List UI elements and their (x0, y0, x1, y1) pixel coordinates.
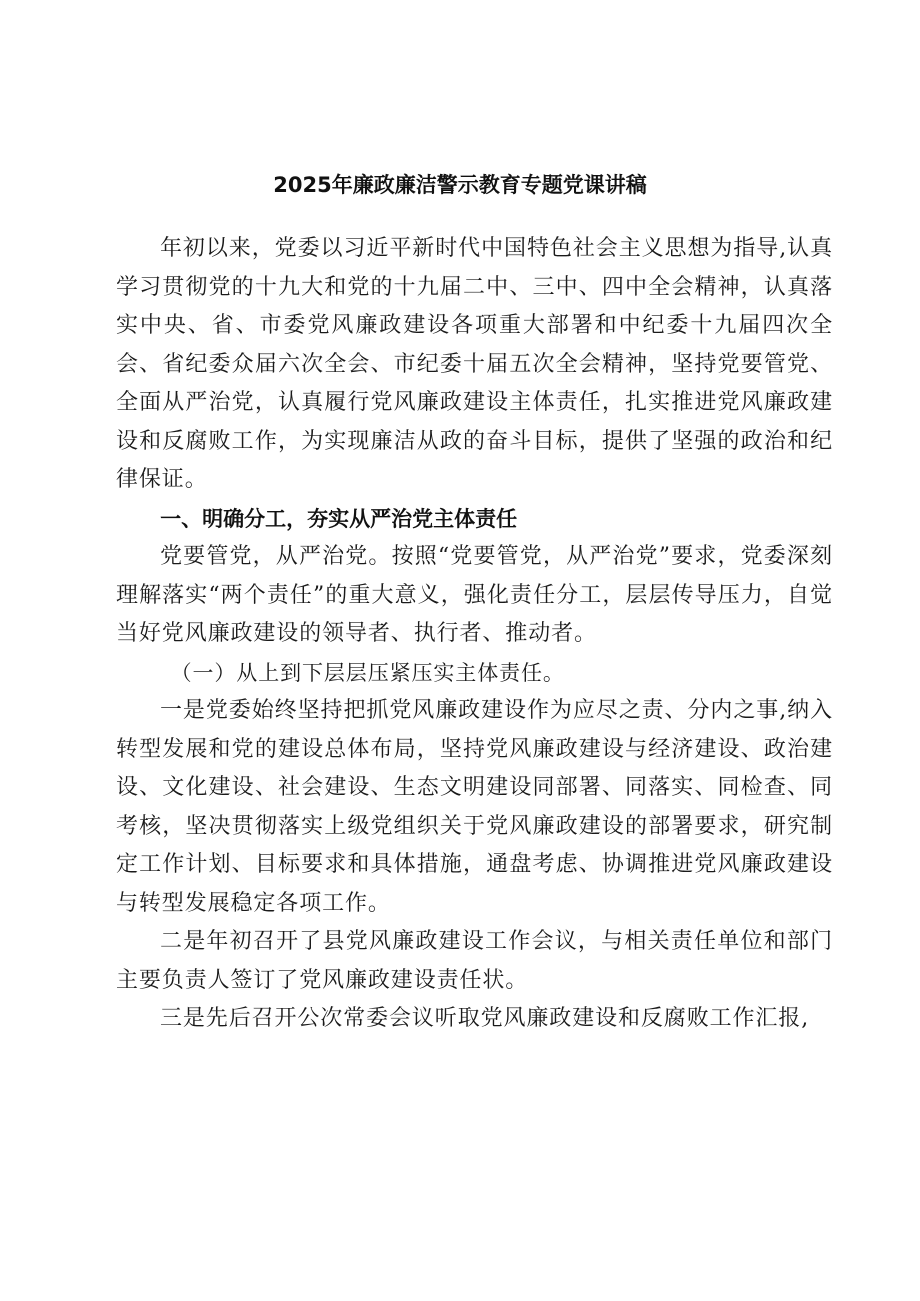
section-1-paragraph: 党要管党，从严治党。按照“党要管党，从严治党”要求，党委深刻理解落实“两个责任”的重大意义，强化责任分工，层层传导压力，自觉当好党风廉政建设的领导者、执行者、推动者。 (116, 544, 833, 646)
item-1-paragraph: 一是党委始终坚持把抓党风廉政建设作为应尽之责、分内之事,纳入转型发展和党的建设总体布局，坚持党风廉政建设与经济建设、政治建设、文化建设、社会建设、生态文明建设同部署、同落实、同检查、同考核，坚决贯彻落实上级党组织关于党风廉政建设的部署要求，研究制定工作计划、目标要求和具体措施，通盘考虑、协调推进党风廉政建设与转型发展稳定各项工作。 (116, 698, 833, 916)
subsection-heading-1: （一）从上到下层层压紧压实主体责任。 (170, 660, 565, 685)
item-3-paragraph: 三是先后召开公次常委会议听取党风廉政建设和反腐败工作汇报, (160, 1006, 810, 1031)
document-body (116, 230, 833, 1039)
section-heading-1: 一、明确分工，夯实从严治党主体责任 (160, 506, 518, 531)
intro-paragraph: 年初以来，党委以习近平新时代中国特色社会主义思想为指导,认真学习贯彻党的十九大和党的十九届二中、三中、四中全会精神，认真落实中央、省、市委党风廉政建设各项重大部署和中纪委十九届四次全会、省纪委众届六次全会、市纪委十届五次全会精神，坚持党要管党、全面从严治党，认真履行党风廉政建设主体责任，扎实推进党风廉政建设和反腐败工作，为实现廉洁从政的奋斗目标，提供了坚强的政治和纪律保证。 (116, 236, 833, 492)
item-2-paragraph: 二是年初召开了县党风廉政建设工作会议，与相关责任单位和部门主要负责人签订了党风廉政建设责任状。 (116, 929, 833, 993)
document-title: 2025年廉政廉洁警示教育专题党课讲稿 (273, 173, 647, 197)
